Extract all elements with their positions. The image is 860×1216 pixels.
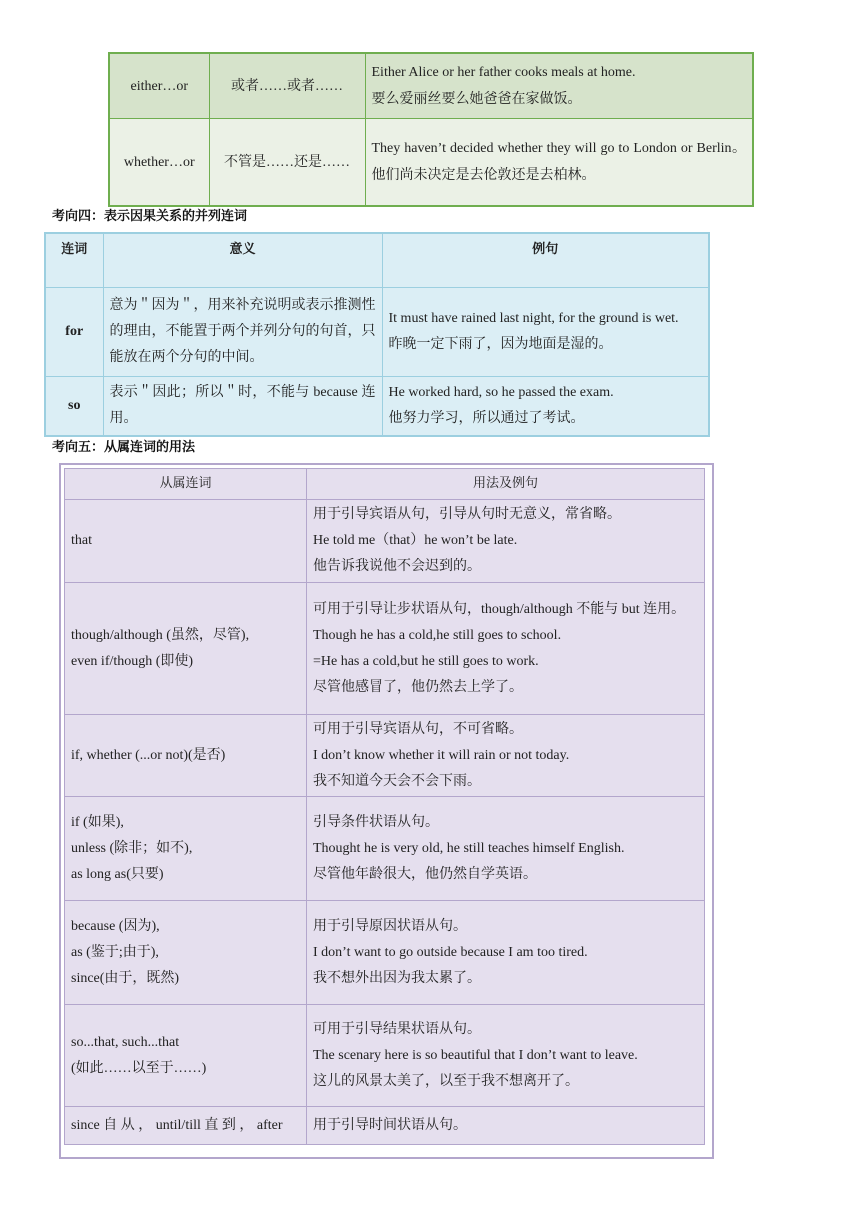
table-row bbox=[65, 500, 705, 583]
conjunction-cell bbox=[65, 715, 307, 797]
usage-cell bbox=[307, 901, 705, 1005]
usage-line: He told me（that）he won’t be late. bbox=[313, 533, 518, 548]
conjunction-cell bbox=[65, 1005, 307, 1107]
example-cell bbox=[382, 288, 709, 377]
conjunction-line: unless (除非；如不), bbox=[71, 840, 193, 856]
example-english: He worked hard, so he passed the exam. bbox=[388, 385, 614, 400]
table-row bbox=[65, 1005, 705, 1107]
usage-line: 可用于引导让步状语从句，though/although 不能与 but 连用。 bbox=[313, 601, 686, 617]
conjunction-line: even if/though (即使) bbox=[71, 653, 194, 669]
conjunction-cell: either…or bbox=[109, 53, 209, 119]
subordinating-conjunction-table-frame bbox=[59, 463, 714, 1159]
conjunction-cell bbox=[65, 500, 307, 583]
table-row bbox=[109, 53, 753, 119]
column-header: 意义 bbox=[103, 233, 382, 288]
conjunction-line: since 自 从 ， until/till 直 到 ， after bbox=[71, 1117, 283, 1133]
usage-cell bbox=[307, 715, 705, 797]
usage-cell bbox=[307, 797, 705, 901]
conjunction-cell bbox=[65, 583, 307, 715]
table-header-row bbox=[65, 469, 705, 500]
conjunction-line: that bbox=[71, 533, 92, 548]
conjunction-cell: so bbox=[45, 377, 103, 437]
conjunction-line: as long as(只要) bbox=[71, 866, 164, 882]
conjunction-table-correlative bbox=[108, 52, 754, 207]
conjunction-cell: for bbox=[45, 288, 103, 377]
example-chinese: 他努力学习，所以通过了考试。 bbox=[388, 411, 585, 426]
table-row bbox=[45, 288, 709, 377]
example-english: It must have rained last night, for the ground is wet. bbox=[388, 311, 679, 326]
section-heading: 考向五：从属连词的用法 bbox=[52, 440, 196, 455]
usage-cell bbox=[307, 583, 705, 715]
usage-cell bbox=[307, 500, 705, 583]
usage-line: I don’t know whether it will rain or not today. bbox=[313, 747, 570, 763]
conjunction-line: so...that, such...that bbox=[71, 1034, 180, 1050]
usage-cell bbox=[307, 1107, 705, 1145]
meaning-cell: 不管是……还是…… bbox=[209, 119, 365, 207]
table-row bbox=[65, 715, 705, 797]
column-header: 用法及例句 bbox=[307, 469, 705, 500]
example-chinese: 昨晚一定下雨了，因为地面是湿的。 bbox=[388, 337, 613, 352]
usage-line: 尽管他年龄很大，他仍然自学英语。 bbox=[313, 866, 537, 882]
usage-line: Though he has a cold,he still goes to school. bbox=[313, 627, 562, 643]
example-cell bbox=[365, 53, 753, 119]
usage-line: 尽管他感冒了，他仍然去上学了。 bbox=[313, 679, 523, 695]
usage-line: 可用于引导宾语从句，不可省略。 bbox=[313, 721, 523, 737]
conjunction-cell: whether…or bbox=[109, 119, 209, 207]
table-row bbox=[65, 797, 705, 901]
usage-line: 用于引导原因状语从句。 bbox=[313, 918, 467, 934]
table-header-row bbox=[45, 233, 709, 288]
table-row bbox=[65, 583, 705, 715]
meaning-cell: 表示＂因此；所以＂时，不能与 because 连用。 bbox=[103, 377, 382, 437]
usage-line: 这儿的风景太美了，以至于我不想离开了。 bbox=[313, 1073, 579, 1089]
usage-line: 用于引导时间状语从句。 bbox=[313, 1117, 467, 1133]
conjunction-table-causal bbox=[44, 232, 710, 437]
usage-line: 引导条件状语从句。 bbox=[313, 814, 439, 830]
column-header: 例句 bbox=[382, 233, 709, 288]
column-header: 从属连词 bbox=[65, 469, 307, 500]
example-line: 要么爱丽丝要么她爸爸在家做饭。 bbox=[371, 92, 582, 107]
usage-line: 我不想外出因为我太累了。 bbox=[313, 970, 481, 986]
section-heading: 考向四：表示因果关系的并列连词 bbox=[52, 209, 248, 224]
column-header: 连词 bbox=[45, 233, 103, 288]
usage-line: 用于引导宾语从句，引导从句时无意义，常省略。 bbox=[313, 507, 621, 522]
table-row bbox=[109, 119, 753, 207]
usage-line: Thought he is very old, he still teaches himself English. bbox=[313, 840, 625, 856]
conjunction-line: though/although (虽然，尽管), bbox=[71, 627, 250, 643]
conjunction-line: as (鉴于;由于), bbox=[71, 944, 159, 960]
conjunction-line: (如此……以至于……) bbox=[71, 1060, 207, 1076]
conjunction-line: because (因为), bbox=[71, 918, 160, 934]
subordinating-conjunction-table bbox=[64, 468, 705, 1145]
conjunction-cell bbox=[65, 901, 307, 1005]
conjunction-cell bbox=[65, 1107, 307, 1145]
usage-line: 我不知道今天会不会下雨。 bbox=[313, 773, 481, 789]
table-row bbox=[45, 377, 709, 437]
usage-line: I don’t want to go outside because I am too tired. bbox=[313, 944, 588, 960]
usage-cell bbox=[307, 1005, 705, 1107]
example-cell: They haven’t decided whether they will go to London or Berlin。他们尚未决定是去伦敦还是去柏林。 bbox=[365, 119, 753, 207]
conjunction-line: if (如果), bbox=[71, 814, 124, 830]
meaning-cell: 意为＂因为＂，用来补充说明或表示推测性的理由，不能置于两个并列分句的句首，只能放在两个分句的中间。 bbox=[103, 288, 382, 377]
example-line: Either Alice or her father cooks meals at home. bbox=[371, 65, 636, 80]
table-row bbox=[65, 901, 705, 1005]
meaning-cell: 或者……或者…… bbox=[209, 53, 365, 119]
conjunction-cell bbox=[65, 797, 307, 901]
conjunction-line: since(由于，既然) bbox=[71, 970, 180, 986]
usage-line: 可用于引导结果状语从句。 bbox=[313, 1021, 481, 1037]
usage-line: 他告诉我说他不会迟到的。 bbox=[313, 559, 481, 574]
example-cell bbox=[382, 377, 709, 437]
usage-line: The scenary here is so beautiful that I don’t want to leave. bbox=[313, 1047, 638, 1063]
table-row bbox=[65, 1107, 705, 1145]
usage-line: =He has a cold,but he still goes to work. bbox=[313, 653, 539, 669]
conjunction-line: if, whether (...or not)(是否) bbox=[71, 747, 226, 763]
